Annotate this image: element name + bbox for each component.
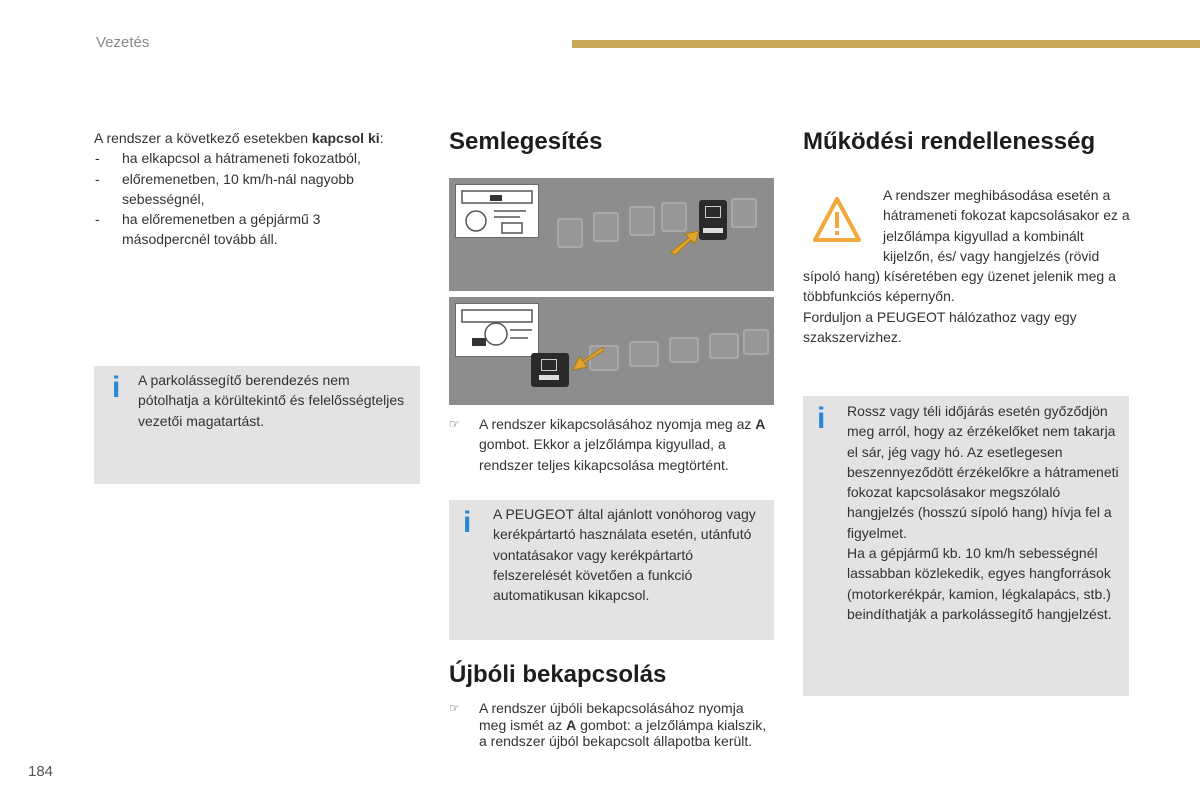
car-interior-inset	[455, 303, 539, 357]
hand-pointer-icon	[669, 228, 705, 261]
finger-marker-icon: ☞	[449, 417, 460, 431]
car-interior-inset	[455, 184, 539, 238]
deactivate-instruction: ☞ A rendszer kikapcsolásához nyomja meg az A gombot. Ekkor a jelzőlámpa kigyullad, a rendszer teljes kikapcsolása megtörtént.	[449, 416, 766, 473]
list-item: - ha elkapcsol a hátrameneti fokozatból,	[94, 148, 424, 168]
info-i-icon: i	[817, 402, 826, 435]
info-box-driver-responsibility	[94, 366, 420, 484]
heading-reactivation: Újbóli bekapcsolás	[449, 661, 667, 688]
section-title: Vezetés	[96, 34, 150, 51]
intro-line: A rendszer a következő esetekben kapcsol ki:	[94, 130, 384, 146]
info-box-weather	[803, 396, 1129, 696]
hand-pointer-icon	[569, 345, 605, 378]
info-text: Rossz vagy téli időjárás esetén győződjön meg arról, hogy az érzékelőket nem takarja el sár, jég vagy hó. Az esetlegesen beszennyeződött érzékelőkre a hátrameneti fokozat kapcsolásakor megszólaló hangjelzés (hosszú sípoló hang) hívja fel a figyelmet. Ha a gépjármű kb. 10 km/h sebességnél lassabban közlekedik, egyes hangforrások (motorkerékpár, kamion, légkalapács, stb.) beindíthatják a parkolássegítő hangjelzést.	[847, 403, 1119, 622]
info-text: A PEUGEOT által ajánlott vonóhorog vagy kerékpártartó használata esetén, utánfutó vontatásakor vagy kerékpártartó felszerelését követően a funkció automatikusan kikapcsol.	[493, 506, 756, 604]
reactivate-instruction: ☞ A rendszer újbóli bekapcsolásához nyomja meg ismét az A gombot: a jelzőlámpa kialszik, a rendszer újból bekapcsolt állapotba került.	[449, 700, 767, 749]
parking-sensor-button	[531, 353, 569, 387]
dashboard-illustration-bottom	[449, 297, 774, 405]
malfunction-text: A rendszer meghibásodása esetén a hátrameneti fokozat kapcsolásakor ez a jelzőlámpa kigyullad a kombinált kijelzőn, és/ vagy hangjelzés (rövid sípoló hang) kíséretében egy üzenet jelenik meg a többfunkciós képernyőn. Forduljon a PEUGEOT hálózathoz vagy egy szakszervizhez.	[803, 187, 1130, 346]
list-item: - előremenetben, 10 km/h-nál nagyobb sebességnél,	[94, 169, 394, 210]
info-text: A parkolássegítő berendezés nem pótolhatja a körültekintő és felelősségteljes vezetői magatartást.	[138, 372, 405, 429]
heading-neutralization: Semlegesítés	[449, 128, 603, 155]
info-i-icon: i	[463, 506, 472, 539]
page-number: 184	[28, 763, 54, 780]
finger-marker-icon: ☞	[449, 701, 460, 715]
list-item: - ha előremenetben a gépjármű 3 másodpercnél tovább áll.	[94, 209, 354, 250]
header-accent-bar	[572, 40, 1200, 48]
info-box-towbar	[449, 500, 774, 640]
disable-conditions	[94, 128, 424, 250]
conditions-list	[94, 148, 424, 249]
dashboard-illustration-top	[449, 178, 774, 291]
info-i-icon: i	[112, 371, 121, 404]
heading-malfunction: Működési rendellenesség	[803, 128, 1096, 155]
